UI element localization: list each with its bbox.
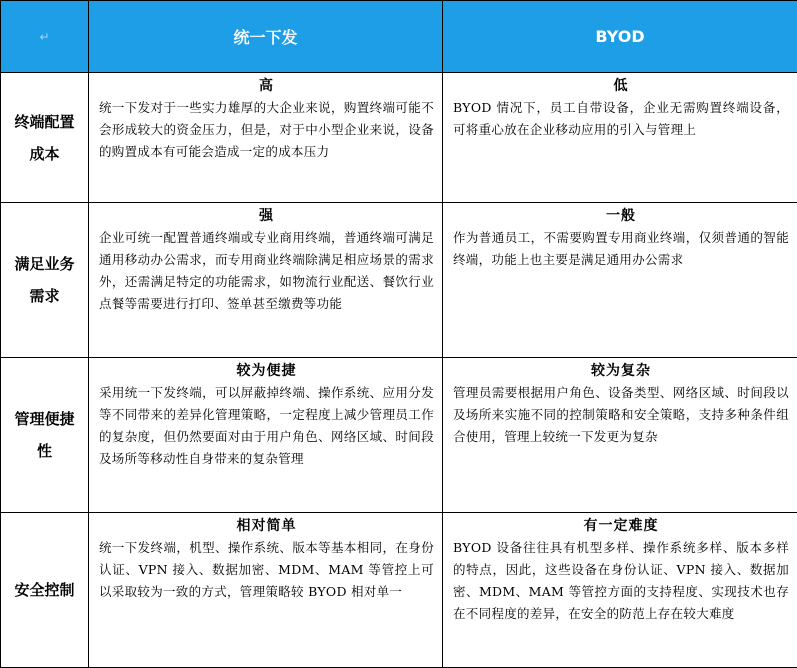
cell-unified-management [89,358,443,513]
cell-byod-business-needs [443,203,797,358]
table-row [1,73,797,203]
description-text: BYOD 情况下，员工自带设备，企业无需购置终端设备，可将重心放在企业移动应用的引入与管理上 [453,97,789,141]
header-byod: BYOD [443,1,797,73]
cell-byod-security [443,513,797,668]
table-row [1,513,797,668]
cell-unified-business-needs [89,203,443,358]
row-label-line: 安全控制 [5,574,84,606]
description-text: 企业可统一配置普通终端或专业商用终端，普通终端可满足通用移动办公需求，而专用商业终端除满足相应场景的需求外，还需满足特定的功能需求，如物流行业配送、餐饮行业点餐等需要进行打印、签单甚至缴费等功能 [99,227,434,315]
header-corner-cell: ↵ [1,1,89,73]
description-text: 统一下发对于一些实力雄厚的大企业来说，购置终端可能不会形成较大的资金压力，但是，对于中小型企业来说，设备的购置成本有可能会造成一定的成本压力 [99,97,434,163]
description-text: 作为普通员工，不需要购置专用商业终端，仅须普通的智能终端，功能上也主要是满足通用办公需求 [453,227,789,271]
description-text: 统一下发终端，机型、操作系统、版本等基本相同，在身份认证、VPN 接入、数据加密、MDM、MAM 等管控上可以采取较为一致的方式，管理策略较 BYOD 相对单一 [99,537,434,603]
level-text: 一般 [453,205,789,227]
row-label-line: 满足业务 [5,248,84,280]
level-text: 较为便捷 [99,360,434,382]
description-text: 管理员需要根据用户角色、设备类型、网络区域、时间段以及场所来实施不同的控制策略和安全策略，支持多种条件组合使用，管理上较统一下发更为复杂 [453,382,789,448]
level-text: 有一定难度 [453,515,789,537]
table-row [1,358,797,513]
row-label-security-control [1,513,89,668]
level-text: 低 [453,75,789,97]
cell-unified-security [89,513,443,668]
header-row [1,1,797,73]
row-label-line: 性 [5,435,84,467]
description-text: 采用统一下发终端，可以屏蔽掉终端、操作系统、应用分发等不同带来的差异化管理策略，一定程度上减少管理员工作的复杂度，但仍然要面对由于用户角色、网络区域、时间段及场所等移动性自身带来的复杂管理 [99,382,434,470]
cell-unified-terminal-cost [89,73,443,203]
level-text: 较为复杂 [453,360,789,382]
cell-byod-terminal-cost [443,73,797,203]
description-text: BYOD 设备往往具有机型多样、操作系统多样、版本多样的特点，因此，这些设备在身份认证、VPN 接入、数据加密、MDM、MAM 等管控方面的支持程度、实现技术也存在不同程度的差异，在安全的防范上存在较大难度 [453,537,789,625]
row-label-line: 终端配置 [5,106,84,138]
cell-byod-management [443,358,797,513]
row-label-line: 管理便捷 [5,403,84,435]
level-text: 强 [99,205,434,227]
level-text: 高 [99,75,434,97]
row-label-line: 需求 [5,280,84,312]
table-row [1,203,797,358]
row-label-line: 成本 [5,138,84,170]
row-label-terminal-cost [1,73,89,203]
level-text: 相对简单 [99,515,434,537]
row-label-business-needs [1,203,89,358]
row-label-management-convenience [1,358,89,513]
header-unified-distribution: 统一下发 [89,1,443,73]
